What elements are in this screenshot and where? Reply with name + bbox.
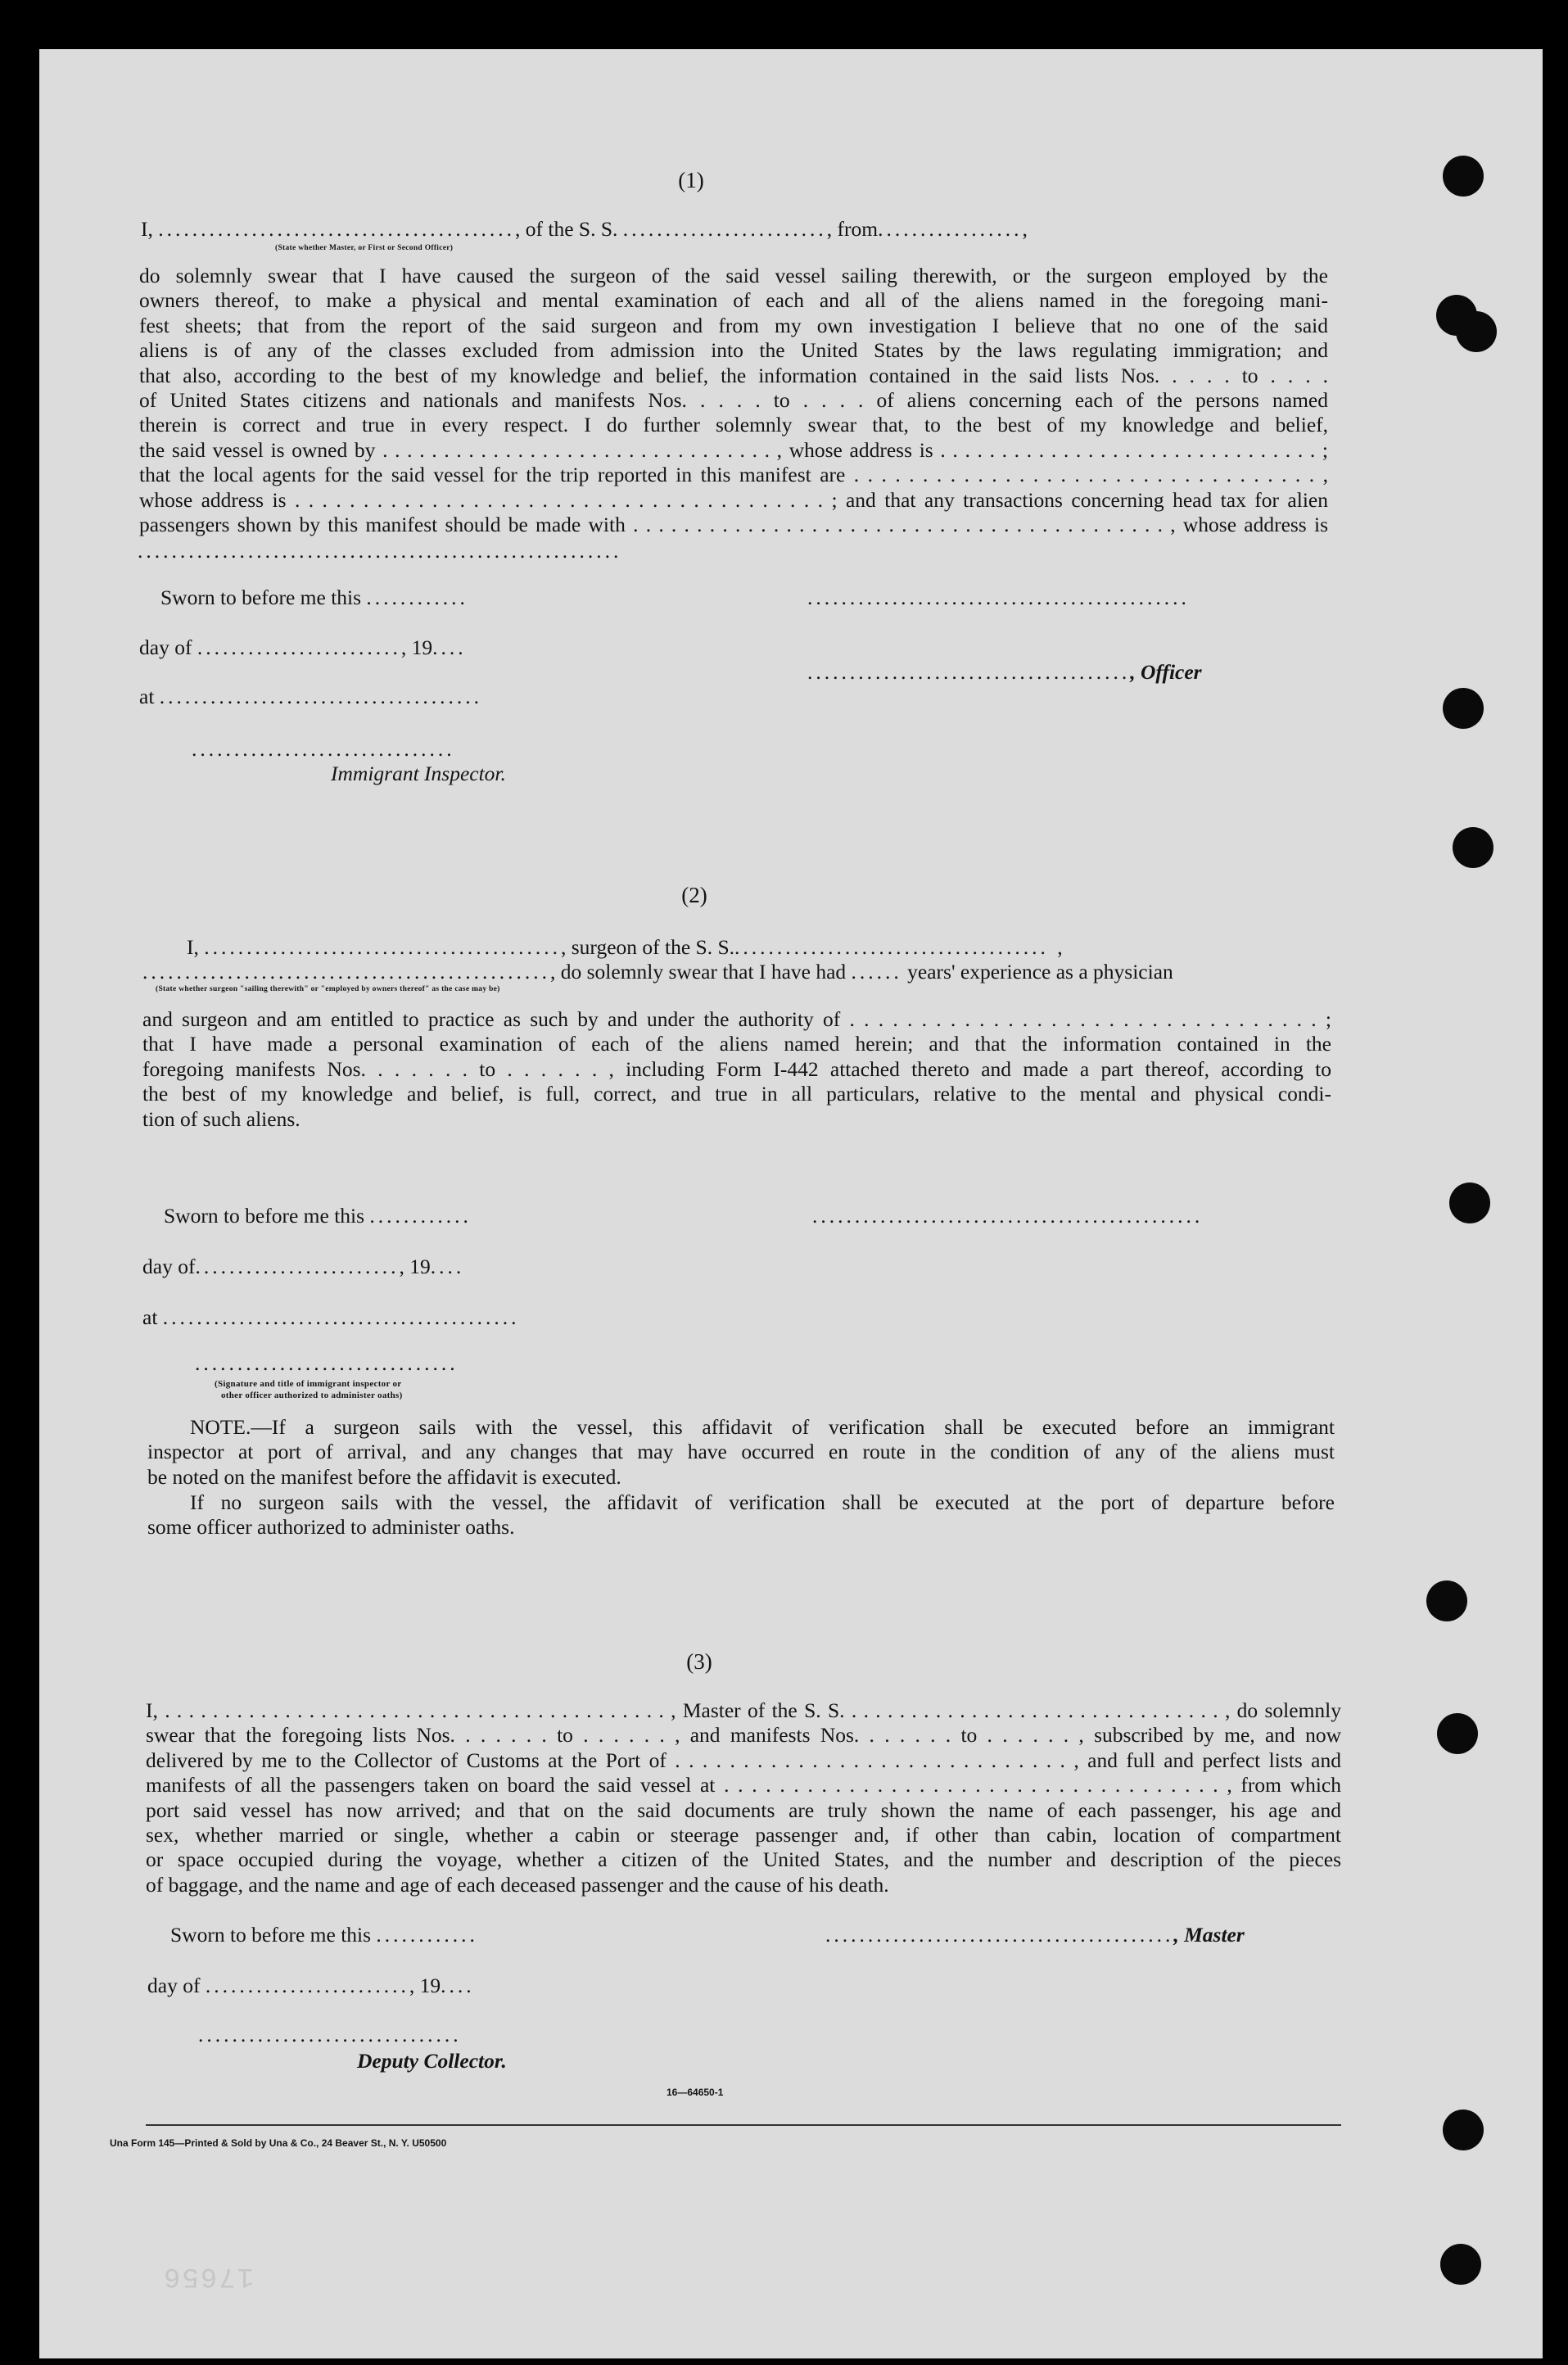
section-1-line-1: I, .........................................., of the S. S. ........................, from................., bbox=[141, 217, 1031, 241]
punch-hole bbox=[1449, 1182, 1490, 1223]
punch-hole bbox=[1426, 1580, 1467, 1621]
paragraph-line: NOTE.—If a surgeon sails with the vessel, this affidavit of verification shall be executed before an immigrant bbox=[190, 1415, 1335, 1439]
paragraph-line: whose address is . . . . . . . . . . . . . . . . . . . . . . . . . . . . . . . . . . . . . . . ; and that any transactions concerning head tax for alien bbox=[139, 487, 1328, 512]
punch-hole bbox=[1456, 311, 1497, 352]
section-3-collector-label: Deputy Collector. bbox=[357, 2049, 507, 2073]
section-2-line-1: I, .........................................., surgeon of the S. S...................................... , bbox=[187, 935, 1066, 959]
paragraph-line: that the local agents for the said vessel for the trip reported in this manifest are . . . . . . . . . . . . . . . . . . . . . . . . . . . . . . . . . . , bbox=[139, 463, 1328, 487]
punch-hole bbox=[1443, 156, 1484, 197]
punch-hole bbox=[1443, 688, 1484, 729]
paragraph-line: be noted on the manifest before the affidavit is executed. bbox=[147, 1464, 621, 1489]
document-page bbox=[39, 49, 1543, 2358]
section-1-signature-line: ............................................. bbox=[807, 586, 1190, 609]
section-1-inspector-dots: ............................... bbox=[192, 737, 455, 761]
section-1-day-of: day of ........................, 19.... bbox=[139, 635, 467, 659]
paragraph-line: or space occupied during the voyage, whether a citizen of the United States, and the number and description of the pieces bbox=[146, 1847, 1341, 1872]
printer-credit: Una Form 145—Printed & Sold by Una & Co., 24 Beaver St., N. Y. U50500 bbox=[110, 2137, 447, 2149]
section-1-at: at ...................................... bbox=[139, 685, 483, 708]
footer-rule bbox=[146, 2124, 1341, 2126]
paragraph-line: port said vessel has now arrived; and that on the said documents are truly shown the name of each passenger, his age and bbox=[146, 1797, 1341, 1822]
paragraph-line: fest sheets; that from the report of the said surgeon and from my own investigation I believe that no one of the said bbox=[139, 313, 1328, 337]
section-3-day-of: day of ........................, 19.... bbox=[147, 1974, 475, 1997]
section-3-collector-dots: ............................... bbox=[198, 2023, 462, 2046]
signature-note-2: other officer authorized to administer oaths) bbox=[221, 1391, 403, 1400]
section-3-sworn: Sworn to before me this ............ bbox=[170, 1923, 478, 1947]
paragraph-line: If no surgeon sails with the vessel, the affidavit of verification shall be executed at the port of departure before bbox=[190, 1490, 1335, 1514]
section-1-sworn: Sworn to before me this ............ bbox=[160, 586, 468, 609]
section-1-inspector-label: Immigrant Inspector. bbox=[331, 762, 506, 785]
section-2-number: (2) bbox=[681, 883, 707, 907]
punch-hole bbox=[1440, 2244, 1481, 2285]
section-2-signature-line: .............................................. bbox=[812, 1204, 1204, 1228]
surgeon-note: (State whether surgeon "sailing therewith" or "employed by owners thereof" as the case may be) bbox=[156, 985, 500, 993]
paragraph-line: therein is correct and true in every respect. I do further solemnly swear that, to the best of my knowledge and belief, bbox=[139, 413, 1328, 437]
section-3-number: (3) bbox=[686, 1649, 712, 1674]
paragraph-line: that I have made a personal examination of each of the aliens named herein; and that the information contained in the bbox=[142, 1032, 1331, 1056]
section-2-day-of: day of........................, 19.... bbox=[142, 1255, 465, 1278]
punch-hole bbox=[1443, 2110, 1484, 2150]
paragraph-line: the said vessel is owned by . . . . . . . . . . . . . . . . . . . . . . . . . . . . . . . . , whose address is . . . . . . . . . . . . . . . . . . . . . . . . . . . . . . . ; bbox=[139, 437, 1328, 462]
section-1-number: (1) bbox=[678, 168, 704, 192]
section-2-at: at .......................................... bbox=[142, 1305, 520, 1329]
paragraph-line: and surgeon and am entitled to practice as such by and under the authority of . . . . . . . . . . . . . . . . . . . . . . . . . . . . . . . . . ; bbox=[142, 1007, 1331, 1031]
punch-hole bbox=[1437, 1713, 1478, 1754]
paragraph-line: passengers shown by this manifest should be made with . . . . . . . . . . . . . . . . . . . . . . . . . . . . . . . . . . . . . . . . . . , whose address is bbox=[139, 513, 1328, 536]
paragraph-line: of baggage, and the name and age of each deceased passenger and the cause of his death. bbox=[146, 1872, 889, 1897]
paragraph-line: tion of such aliens. bbox=[142, 1106, 300, 1131]
punch-hole bbox=[1453, 827, 1493, 868]
section-2-sworn: Sworn to before me this ............ bbox=[164, 1204, 472, 1228]
paragraph-line: owners thereof, to make a physical and mental examination of each and all of the aliens named in the foregoing mani- bbox=[139, 288, 1328, 313]
paragraph-line: sex, whether married or single, whether a cabin or steerage passenger and, if other than cabin, location of compartment bbox=[146, 1823, 1341, 1847]
faded-stamp-number: 17656 bbox=[162, 2260, 255, 2291]
paragraph-line: that also, according to the best of my knowledge and belief, the information contained in the said lists Nos. . . . . to . . . . bbox=[139, 363, 1328, 387]
paragraph-line: foregoing manifests Nos. . . . . . . to . . . . . . , including Form I-442 attached thereto and made a part thereof, according to bbox=[142, 1056, 1331, 1081]
paragraph-line: aliens is of any of the classes excluded from admission into the United States by the laws regulating immigration; and bbox=[139, 338, 1328, 363]
paragraph-line: manifests of all the passengers taken on board the said vessel at . . . . . . . . . . . . . . . . . . . . . . . . . . . . . . . . . . . . , from which bbox=[146, 1773, 1341, 1797]
paragraph-line: of United States citizens and nationals and manifests Nos. . . . . to . . . . of aliens concerning each of the persons named bbox=[139, 388, 1328, 412]
paragraph-line: do solemnly swear that I have caused the surgeon of the said vessel sailing therewith, or the surgeon employed by the bbox=[139, 264, 1328, 287]
paragraph-line: the best of my knowledge and belief, is full, correct, and true in all particulars, relative to the mental and physical condi- bbox=[142, 1082, 1331, 1106]
section-2-sig2-dots: ............................... bbox=[195, 1351, 459, 1375]
form-number: 16—64650-1 bbox=[667, 2087, 724, 2098]
section-2-line-2: ................................................, do solemnly swear that I have had ...... years' experience as a physician bbox=[142, 960, 1173, 984]
paragraph-line: inspector at port of arrival, and any changes that may have occurred en route in the condition of any of the aliens must bbox=[147, 1440, 1335, 1464]
paragraph-line: I, . . . . . . . . . . . . . . . . . . . . . . . . . . . . . . . . . . . . . . . . . . , Master of the S. S. . . . . . . . . . . . . . . . . . . . . . . . . . . . . . . . , do solemnly bbox=[146, 1698, 1341, 1722]
section-1-officer-line: ......................................, Officer bbox=[807, 660, 1202, 684]
section-3-master-line: ........................................., Master bbox=[825, 1923, 1245, 1947]
paragraph-line: delivered by me to the Collector of Customs at the Port of . . . . . . . . . . . . . . . . . . . . . . . . . . . . . , and full and perfect lists and bbox=[146, 1748, 1341, 1772]
role-note: (State whether Master, or First or Second Officer) bbox=[275, 244, 454, 252]
signature-note-1: (Signature and title of immigrant inspector or bbox=[215, 1379, 402, 1389]
paragraph-line: swear that the foregoing lists Nos. . . . . . . to . . . . . . , and manifests Nos. . . . . . . to . . . . . . , subscribed by me, and now bbox=[146, 1723, 1341, 1748]
paragraph-line: some officer authorized to administer oaths. bbox=[147, 1515, 515, 1540]
section-1-trailing-dots: ......................................................... bbox=[138, 539, 622, 563]
